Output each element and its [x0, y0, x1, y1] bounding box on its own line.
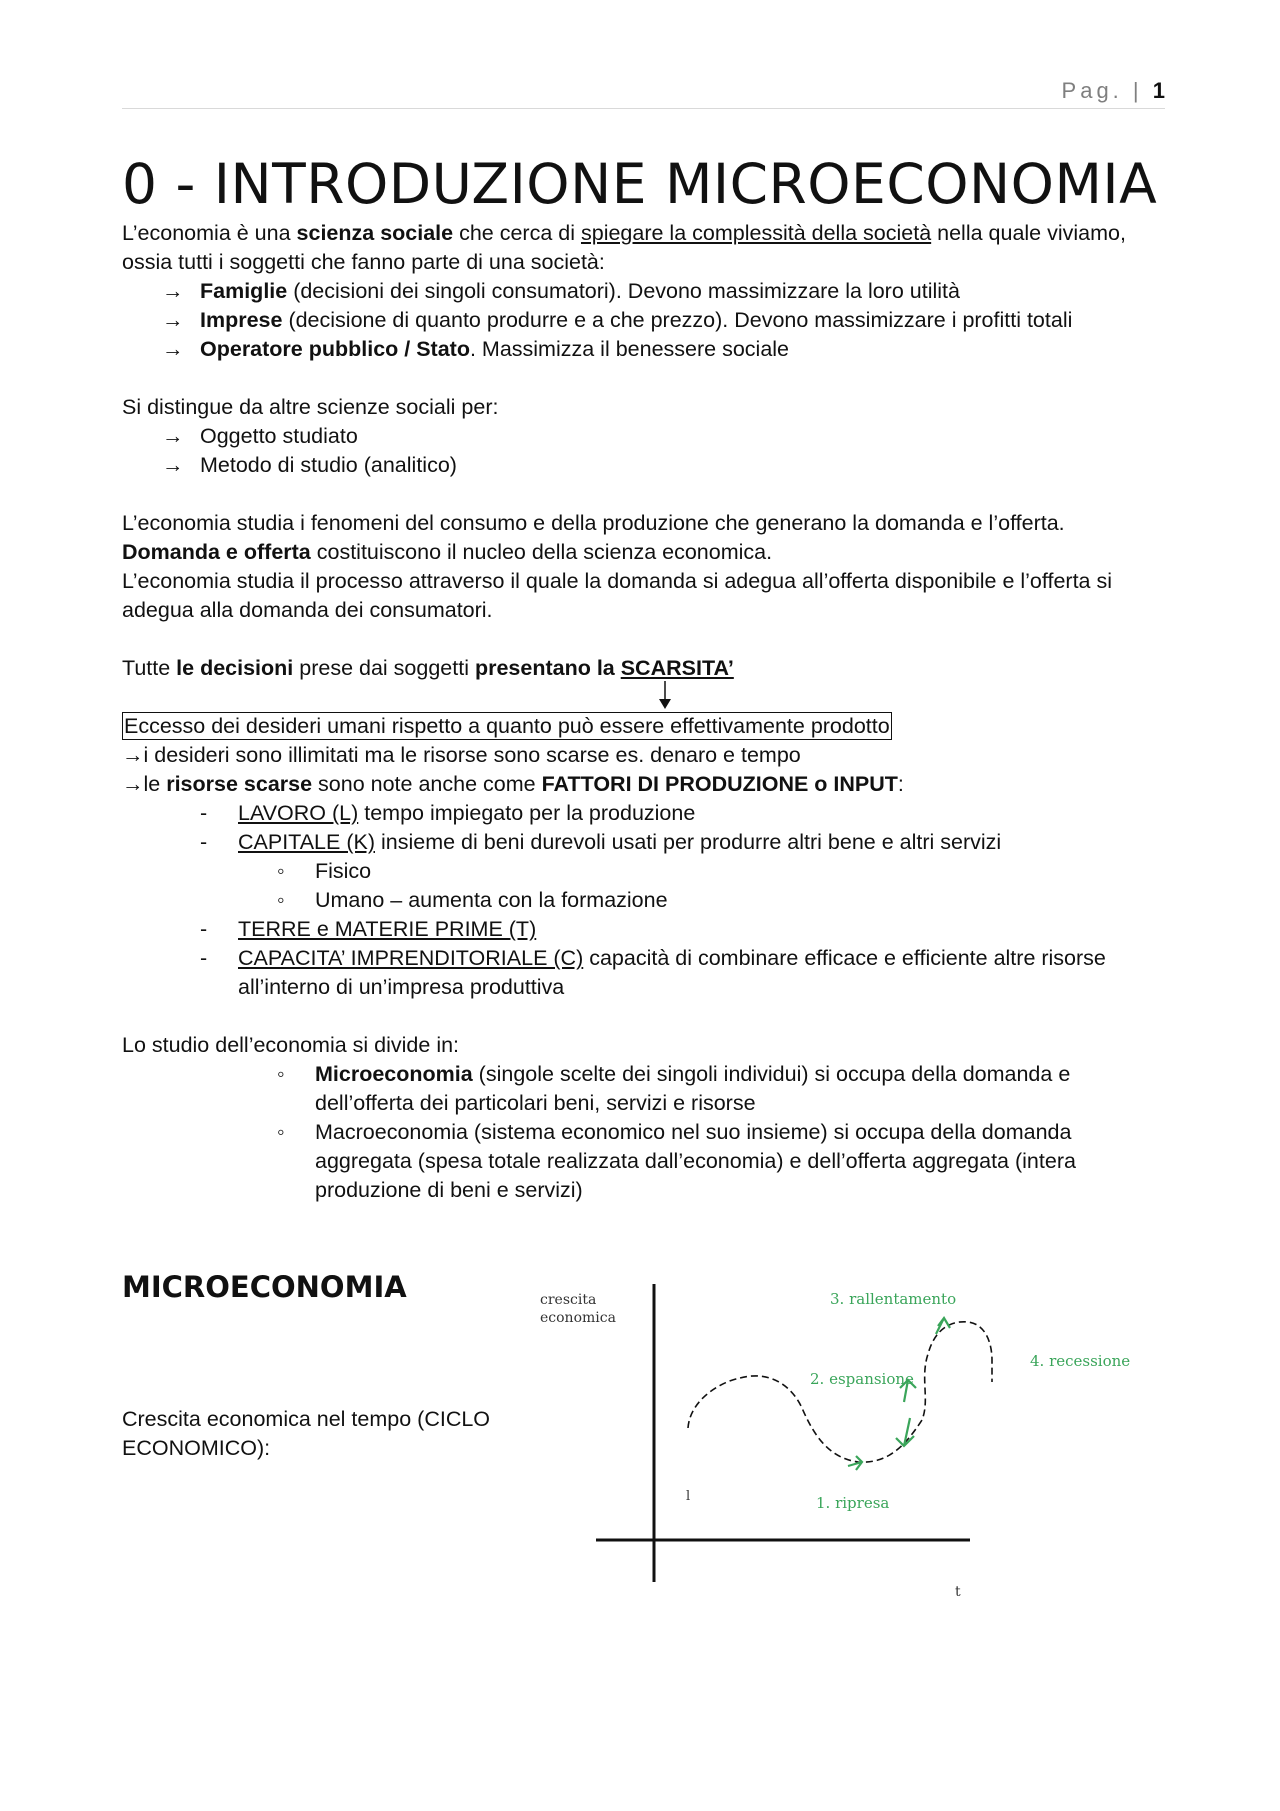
page-number: 1 — [1152, 78, 1165, 103]
list-item: ◦ Macroeconomia (sistema economico nel suo insieme) si occupa della domanda — [277, 1120, 1072, 1144]
page-header — [1062, 78, 1165, 104]
list-item: → Oggetto studiato — [162, 424, 358, 448]
list-item-continuation: aggregata (spesa totale realizzata dall’economia) e dell’offerta aggregata (intera — [315, 1149, 1076, 1173]
list-item: - CAPITALE (K) insieme di beni durevoli usati per produrre altri bene e altri servizi — [200, 830, 1002, 854]
arrow-down-icon — [657, 681, 673, 711]
phase-label-1: 1. ripresa — [816, 1494, 890, 1512]
business-cycle-diagram — [530, 1270, 1150, 1610]
list-item: → Metodo di studio (analitico) — [162, 453, 457, 477]
studio-lead: Lo studio dell’economia si divide in: — [122, 1033, 460, 1057]
phase-label-3: 3. rallentamento — [830, 1290, 957, 1308]
phase-label-4: 4. recessione — [1030, 1352, 1131, 1370]
domanda-line-1: L’economia studia i fenomeni del consumo e della produzione che generano la domanda e l’offerta. — [122, 511, 1065, 535]
list-item-continuation: produzione di beni e servizi) — [315, 1178, 583, 1202]
list-item: - TERRE e MATERIE PRIME (T) — [200, 917, 537, 941]
y-axis-label — [540, 1292, 616, 1326]
scarsita-definition — [122, 712, 1182, 741]
boxed-definition: Eccesso dei desideri umani rispetto a quanto può essere effettivamente prodotto — [124, 714, 890, 738]
list-item: - CAPACITA’ IMPRENDITORIALE (C) capacità di combinare efficace e efficiente altre risorse — [200, 946, 1106, 970]
domanda-line-3: L’economia studia il processo attraverso il quale la domanda si adegua all’offerta disponibile e l’offerta si — [122, 569, 1112, 593]
intro-line-2: ossia tutti i soggetti che fanno parte di una società: — [122, 250, 605, 274]
list-item: ◦ Fisico — [277, 859, 372, 883]
phase-label-2: 2. espansione — [810, 1370, 914, 1388]
scarsita-line-3: →le risorse scarse sono note anche come FATTORI DI PRODUZIONE o INPUT: — [122, 772, 904, 796]
scarsita-line: Tutte le decisioni prese dai soggetti presentano la SCARSITA’ — [122, 656, 734, 680]
list-item: → Imprese (decisione di quanto produrre e a che prezzo). Devono massimizzare i profitti totali — [162, 308, 1073, 332]
list-item: - LAVORO (L) tempo impiegato per la produzione — [200, 801, 696, 825]
domanda-line-2: Domanda e offerta costituiscono il nucleo della scienza economica. — [122, 540, 773, 564]
list-item-continuation: dell’offerta dei particolari beni, servizi e risorse — [315, 1091, 756, 1115]
header-rule — [122, 108, 1165, 109]
intro-line-1: L’economia è una scienza sociale che cerca di spiegare la complessità della società nella quale viviamo, — [122, 221, 1126, 245]
y-axis-label-1: crescita — [540, 1292, 597, 1308]
cycle-curve — [688, 1322, 992, 1462]
x-axis-label: t — [955, 1584, 961, 1600]
domanda-line-4: adegua alla domanda dei consumatori. — [122, 598, 493, 622]
list-item: → Famiglie (decisioni dei singoli consumatori). Devono massimizzare la loro utilità — [162, 279, 960, 303]
ciclo-text: Crescita economica nel tempo (CICLO ECONOMICO): — [122, 1407, 491, 1460]
page-title: 0 - INTRODUZIONE MICROECONOMIA — [122, 152, 1158, 216]
list-item-continuation: all’interno di un’impresa produttiva — [238, 975, 565, 999]
list-item: ◦ Umano – aumenta con la formazione — [277, 888, 668, 912]
scarsita-line-2: →i desideri sono illimitati ma le risorse sono scarse es. denaro e tempo — [122, 743, 801, 767]
document-body — [122, 219, 1182, 1205]
list-item: ◦ Microeconomia (singole scelte dei singoli individui) si occupa della domanda e — [277, 1062, 1071, 1086]
section-heading: MICROECONOMIA — [122, 1270, 407, 1304]
list-item: → Operatore pubblico / Stato. Massimizza il benessere sociale — [162, 337, 790, 361]
page-label: Pag. | — [1061, 78, 1143, 103]
distingue-lead: Si distingue da altre scienze sociali per: — [122, 395, 499, 419]
y-axis-label-2: economica — [540, 1310, 616, 1326]
svg-text:l: l — [686, 1489, 691, 1504]
